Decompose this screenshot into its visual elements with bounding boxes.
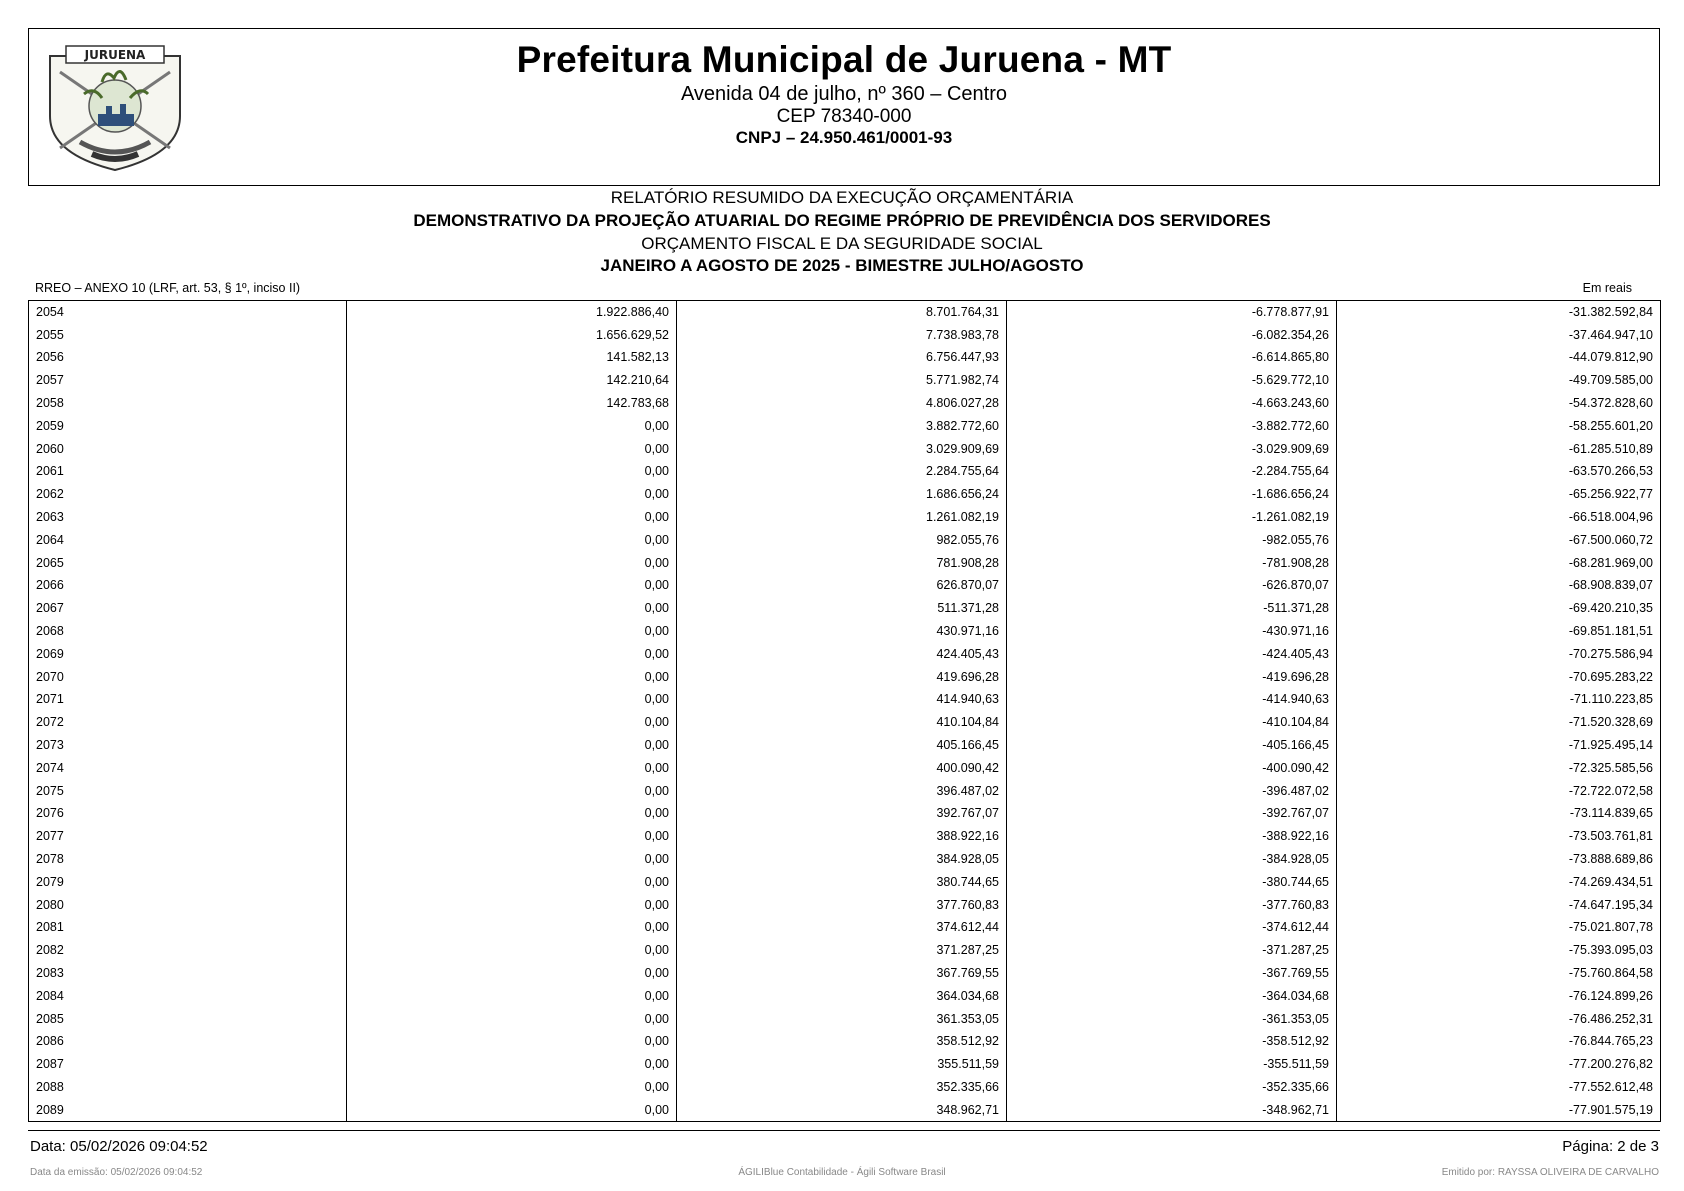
value-cell: -352.335,66 (1007, 1076, 1337, 1099)
year-cell: 2056 (36, 350, 64, 365)
value-cell: -374.612,44 (1007, 916, 1337, 939)
year-cell: 2071 (36, 692, 64, 707)
value-cell: 1.686.656,24 (677, 483, 1007, 506)
value-cell: 781.908,28 (677, 551, 1007, 574)
table-row (29, 642, 1661, 665)
year-cell: 2075 (36, 783, 64, 798)
report-subtitle: DEMONSTRATIVO DA PROJEÇÃO ATUARIAL DO REGIME PRÓPRIO DE PREVIDÊNCIA DOS SERVIDORES (413, 211, 1271, 230)
value-cell: 0,00 (347, 574, 677, 597)
value-cell: 0,00 (347, 460, 677, 483)
value-cell: -410.104,84 (1007, 711, 1337, 734)
value-cell: 3.029.909,69 (677, 437, 1007, 460)
year-cell: 2085 (36, 1011, 64, 1026)
value-cell: -73.503.761,81 (1337, 825, 1661, 848)
value-cell: -6.082.354,26 (1007, 323, 1337, 346)
value-cell: -982.055,76 (1007, 528, 1337, 551)
value-cell: 392.767,07 (677, 802, 1007, 825)
value-cell: -400.090,42 (1007, 756, 1337, 779)
value-cell: 0,00 (347, 893, 677, 916)
value-cell: -367.769,55 (1007, 962, 1337, 985)
value-cell: 142.783,68 (347, 392, 677, 415)
value-cell: 424.405,43 (677, 642, 1007, 665)
value-cell: -626.870,07 (1007, 574, 1337, 597)
year-cell: 2061 (36, 464, 64, 479)
value-cell: 0,00 (347, 848, 677, 871)
value-cell: -414.940,63 (1007, 688, 1337, 711)
year-cell: 2079 (36, 874, 64, 889)
value-cell: -361.353,05 (1007, 1007, 1337, 1030)
year-cell: 2067 (36, 601, 64, 616)
value-cell: -68.281.969,00 (1337, 551, 1661, 574)
value-cell: -6.778.877,91 (1007, 301, 1337, 324)
table-row (29, 711, 1661, 734)
value-cell: 0,00 (347, 1098, 677, 1121)
table-row (29, 1053, 1661, 1076)
value-cell: 3.882.772,60 (677, 414, 1007, 437)
value-cell: 0,00 (347, 414, 677, 437)
value-cell: 0,00 (347, 984, 677, 1007)
table-row (29, 1076, 1661, 1099)
year-cell: 2081 (36, 920, 64, 935)
value-cell: -430.971,16 (1007, 620, 1337, 643)
actuarial-projection-table (28, 300, 1661, 1122)
year-cell: 2066 (36, 578, 64, 593)
value-cell: -77.200.276,82 (1337, 1053, 1661, 1076)
year-cell: 2087 (36, 1057, 64, 1072)
municipality-title: Prefeitura Municipal de Juruena - MT (516, 39, 1172, 80)
table-row (29, 802, 1661, 825)
value-cell: -348.962,71 (1007, 1098, 1337, 1121)
value-cell: -3.882.772,60 (1007, 414, 1337, 437)
value-cell: 4.806.027,28 (677, 392, 1007, 415)
table-row (29, 665, 1661, 688)
value-cell: 511.371,28 (677, 597, 1007, 620)
table-row (29, 301, 1661, 324)
year-cell: 2072 (36, 715, 64, 730)
year-cell: 2076 (36, 806, 64, 821)
footer-date: Data: 05/02/2026 09:04:52 (30, 1138, 208, 1155)
value-cell: -1.686.656,24 (1007, 483, 1337, 506)
table-row (29, 620, 1661, 643)
value-cell: 419.696,28 (677, 665, 1007, 688)
value-cell: -77.901.575,19 (1337, 1098, 1661, 1121)
value-cell: -74.647.195,34 (1337, 893, 1661, 916)
table-row (29, 460, 1661, 483)
value-cell: -63.570.266,53 (1337, 460, 1661, 483)
value-cell: -396.487,02 (1007, 779, 1337, 802)
value-cell: -377.760,83 (1007, 893, 1337, 916)
value-cell: -54.372.828,60 (1337, 392, 1661, 415)
value-cell: -49.709.585,00 (1337, 369, 1661, 392)
value-cell: 626.870,07 (677, 574, 1007, 597)
value-cell: -70.275.586,94 (1337, 642, 1661, 665)
value-cell: 0,00 (347, 688, 677, 711)
value-cell: 141.582,13 (347, 346, 677, 369)
value-cell: 1.656.629,52 (347, 323, 677, 346)
value-cell: 380.744,65 (677, 870, 1007, 893)
value-cell: 0,00 (347, 642, 677, 665)
value-cell: -5.629.772,10 (1007, 369, 1337, 392)
year-cell: 2089 (36, 1102, 64, 1117)
table-row (29, 437, 1661, 460)
value-cell: -69.420.210,35 (1337, 597, 1661, 620)
footer-divider (28, 1130, 1660, 1131)
svg-text:JURUENA: JURUENA (84, 48, 146, 62)
value-cell: 982.055,76 (677, 528, 1007, 551)
year-cell: 2059 (36, 418, 64, 433)
year-cell: 2086 (36, 1034, 64, 1049)
year-cell: 2063 (36, 510, 64, 525)
year-cell: 2057 (36, 373, 64, 388)
table-row (29, 984, 1661, 1007)
table-row (29, 346, 1661, 369)
year-cell: 2088 (36, 1079, 64, 1094)
value-cell: 0,00 (347, 870, 677, 893)
value-cell: -58.255.601,20 (1337, 414, 1661, 437)
table-row (29, 916, 1661, 939)
value-cell: -1.261.082,19 (1007, 506, 1337, 529)
software-name: ÁGILIBlue Contabilidade - Ágili Software Brasil (738, 1167, 946, 1178)
value-cell: 0,00 (347, 734, 677, 757)
value-cell: 384.928,05 (677, 848, 1007, 871)
table-row (29, 574, 1661, 597)
value-cell: 367.769,55 (677, 962, 1007, 985)
municipality-cep: CEP 78340-000 (776, 106, 912, 127)
value-cell: -73.888.689,86 (1337, 848, 1661, 871)
value-cell: 396.487,02 (677, 779, 1007, 802)
table-row (29, 1007, 1661, 1030)
value-cell: -68.908.839,07 (1337, 574, 1661, 597)
table-row (29, 756, 1661, 779)
table-body (29, 301, 1661, 1122)
value-cell: -2.284.755,64 (1007, 460, 1337, 483)
value-cell: -70.695.283,22 (1337, 665, 1661, 688)
value-cell: -392.767,07 (1007, 802, 1337, 825)
value-cell: 7.738.983,78 (677, 323, 1007, 346)
year-cell: 2065 (36, 555, 64, 570)
table-row (29, 414, 1661, 437)
value-cell: 0,00 (347, 916, 677, 939)
value-cell: 0,00 (347, 620, 677, 643)
value-cell: 364.034,68 (677, 984, 1007, 1007)
value-cell: 400.090,42 (677, 756, 1007, 779)
table-row (29, 939, 1661, 962)
report-scope: ORÇAMENTO FISCAL E DA SEGURIDADE SOCIAL (641, 234, 1043, 253)
value-cell: 0,00 (347, 756, 677, 779)
table-row (29, 323, 1661, 346)
value-cell: -77.552.612,48 (1337, 1076, 1661, 1099)
value-cell: -384.928,05 (1007, 848, 1337, 871)
value-cell: -355.511,59 (1007, 1053, 1337, 1076)
value-cell: -73.114.839,65 (1337, 802, 1661, 825)
value-cell: -71.110.223,85 (1337, 688, 1661, 711)
value-cell: 405.166,45 (677, 734, 1007, 757)
header-box (28, 28, 1660, 186)
municipality-cnpj: CNPJ – 24.950.461/0001-93 (735, 128, 953, 147)
value-cell: -37.464.947,10 (1337, 323, 1661, 346)
year-cell: 2055 (36, 327, 64, 342)
report-period: JANEIRO A AGOSTO DE 2025 - BIMESTRE JULHO/AGOSTO (600, 256, 1084, 275)
year-cell: 2058 (36, 396, 64, 411)
issued-by: Emitido por: RAYSSA OLIVEIRA DE CARVALHO (1441, 1167, 1659, 1178)
value-cell: -405.166,45 (1007, 734, 1337, 757)
table-row (29, 483, 1661, 506)
year-cell: 2070 (36, 669, 64, 684)
table-row (29, 870, 1661, 893)
value-cell: 0,00 (347, 437, 677, 460)
table-row (29, 893, 1661, 916)
table-row (29, 825, 1661, 848)
value-cell: 358.512,92 (677, 1030, 1007, 1053)
year-cell: 2054 (36, 305, 64, 320)
value-cell: 0,00 (347, 665, 677, 688)
value-cell: -44.079.812,90 (1337, 346, 1661, 369)
value-cell: 371.287,25 (677, 939, 1007, 962)
value-cell: 348.962,71 (677, 1098, 1007, 1121)
value-cell: 377.760,83 (677, 893, 1007, 916)
value-cell: -61.285.510,89 (1337, 437, 1661, 460)
value-cell: -76.124.899,26 (1337, 984, 1661, 1007)
year-cell: 2082 (36, 943, 64, 958)
table-row (29, 528, 1661, 551)
year-cell: 2074 (36, 760, 64, 775)
value-cell: 430.971,16 (677, 620, 1007, 643)
value-cell: 5.771.982,74 (677, 369, 1007, 392)
table-row (29, 551, 1661, 574)
value-cell: -388.922,16 (1007, 825, 1337, 848)
value-cell: -71.925.495,14 (1337, 734, 1661, 757)
value-cell: 361.353,05 (677, 1007, 1007, 1030)
value-cell: -74.269.434,51 (1337, 870, 1661, 893)
value-cell: 0,00 (347, 825, 677, 848)
value-cell: -76.486.252,31 (1337, 1007, 1661, 1030)
value-cell: -72.722.072,58 (1337, 779, 1661, 802)
value-cell: -358.512,92 (1007, 1030, 1337, 1053)
value-cell: -72.325.585,56 (1337, 756, 1661, 779)
table-row (29, 688, 1661, 711)
value-cell: 0,00 (347, 779, 677, 802)
table-row (29, 1098, 1661, 1121)
value-cell: -66.518.004,96 (1337, 506, 1661, 529)
value-cell: 0,00 (347, 551, 677, 574)
value-cell: -419.696,28 (1007, 665, 1337, 688)
table-row (29, 1030, 1661, 1053)
year-cell: 2064 (36, 532, 64, 547)
year-cell: 2078 (36, 852, 64, 867)
value-cell: 2.284.755,64 (677, 460, 1007, 483)
municipality-address: Avenida 04 de julho, nº 360 – Centro (680, 83, 1008, 105)
value-cell: 0,00 (347, 528, 677, 551)
value-cell: -364.034,68 (1007, 984, 1337, 1007)
value-cell: 0,00 (347, 802, 677, 825)
value-cell: -511.371,28 (1007, 597, 1337, 620)
value-cell: -76.844.765,23 (1337, 1030, 1661, 1053)
value-cell: 0,00 (347, 483, 677, 506)
emission-date: Data da emissão: 05/02/2026 09:04:52 (30, 1167, 203, 1178)
currency-note: Em reais (1582, 281, 1632, 295)
value-cell: 388.922,16 (677, 825, 1007, 848)
table-row (29, 848, 1661, 871)
page-number: Página: 2 de 3 (1562, 1138, 1659, 1155)
value-cell: 410.104,84 (677, 711, 1007, 734)
year-cell: 2077 (36, 829, 64, 844)
year-cell: 2060 (36, 441, 64, 456)
table-row (29, 962, 1661, 985)
value-cell: -371.287,25 (1007, 939, 1337, 962)
year-cell: 2084 (36, 988, 64, 1003)
value-cell: -67.500.060,72 (1337, 528, 1661, 551)
value-cell: 8.701.764,31 (677, 301, 1007, 324)
year-cell: 2083 (36, 966, 64, 980)
value-cell: 1.261.082,19 (677, 506, 1007, 529)
value-cell: -3.029.909,69 (1007, 437, 1337, 460)
value-cell: 374.612,44 (677, 916, 1007, 939)
table-row (29, 734, 1661, 757)
year-cell: 2062 (36, 487, 64, 502)
value-cell: 0,00 (347, 506, 677, 529)
value-cell: -71.520.328,69 (1337, 711, 1661, 734)
value-cell: 0,00 (347, 962, 677, 985)
value-cell: -65.256.922,77 (1337, 483, 1661, 506)
value-cell: -380.744,65 (1007, 870, 1337, 893)
value-cell: 0,00 (347, 597, 677, 620)
value-cell: 0,00 (347, 1076, 677, 1099)
value-cell: -781.908,28 (1007, 551, 1337, 574)
value-cell: 414.940,63 (677, 688, 1007, 711)
year-cell: 2080 (36, 897, 64, 912)
table-row (29, 392, 1661, 415)
value-cell: -69.851.181,51 (1337, 620, 1661, 643)
year-cell: 2068 (36, 624, 64, 639)
value-cell: -6.614.865,80 (1007, 346, 1337, 369)
value-cell: -31.382.592,84 (1337, 301, 1661, 324)
annex-reference: RREO – ANEXO 10 (LRF, art. 53, § 1º, inciso II) (35, 281, 301, 295)
value-cell: -75.021.807,78 (1337, 916, 1661, 939)
value-cell: 6.756.447,93 (677, 346, 1007, 369)
value-cell: 142.210,64 (347, 369, 677, 392)
year-cell: 2073 (36, 738, 64, 753)
year-cell: 2069 (36, 646, 64, 661)
value-cell: 355.511,59 (677, 1053, 1007, 1076)
table-row (29, 597, 1661, 620)
table-row (29, 506, 1661, 529)
table-row (29, 369, 1661, 392)
value-cell: 0,00 (347, 711, 677, 734)
value-cell: 0,00 (347, 1007, 677, 1030)
value-cell: -75.393.095,03 (1337, 939, 1661, 962)
value-cell: -424.405,43 (1007, 642, 1337, 665)
value-cell: 352.335,66 (677, 1076, 1007, 1099)
value-cell: -4.663.243,60 (1007, 392, 1337, 415)
value-cell: 0,00 (347, 939, 677, 962)
table-row (29, 779, 1661, 802)
value-cell: 0,00 (347, 1030, 677, 1053)
report-title: RELATÓRIO RESUMIDO DA EXECUÇÃO ORÇAMENTÁRIA (610, 188, 1074, 207)
value-cell: 0,00 (347, 1053, 677, 1076)
value-cell: -75.760.864,58 (1337, 962, 1661, 985)
value-cell: 1.922.886,40 (347, 301, 677, 324)
